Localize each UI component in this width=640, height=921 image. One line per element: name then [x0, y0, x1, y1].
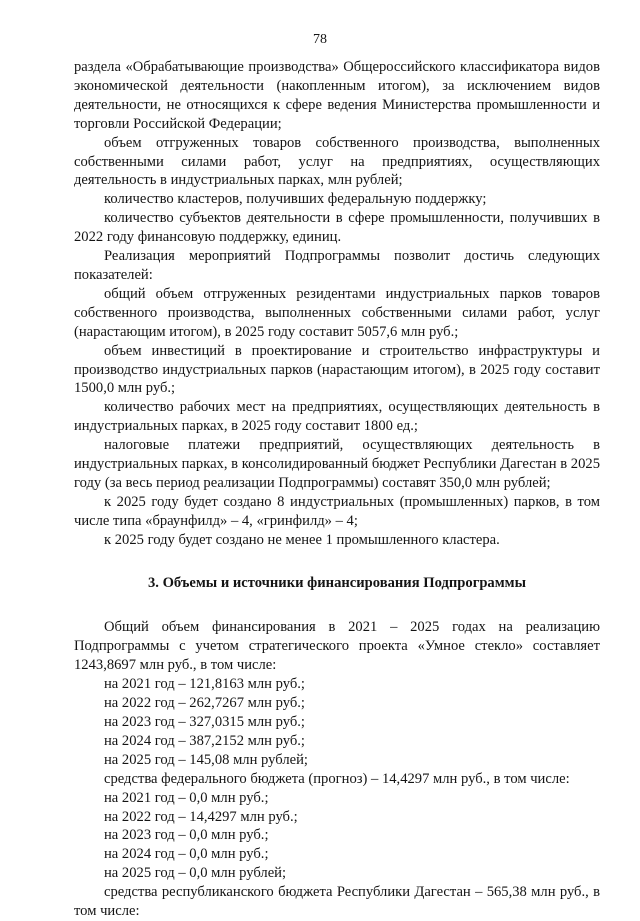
- federal-intro: средства федерального бюджета (прогноз) – 14,4297 млн руб., в том числе:: [104, 770, 570, 787]
- page-number: 78: [313, 32, 327, 47]
- paragraph: к 2025 году будет создано не менее 1 промышленного кластера.: [104, 531, 500, 548]
- paragraph: количество рабочих мест на предприятиях, осуществляющих деятельность в индустриальных парках, в 2025 году составит 1800 ед.;: [74, 399, 600, 435]
- list-item: на 2023 год – 0,0 млн руб.;: [104, 827, 269, 844]
- list-item: на 2024 год – 0,0 млн руб.;: [104, 846, 269, 863]
- paragraph: объем инвестиций в проектирование и строительство инфраструктуры и производство индустриальных парков (нарастающим итогом), в 2025 году составит 1500,0 млн руб.;: [74, 342, 600, 397]
- paragraph: количество кластеров, получивших федеральную поддержку;: [104, 191, 487, 208]
- list-item: на 2024 год – 387,2152 млн руб.;: [104, 732, 305, 749]
- paragraph: раздела «Обрабатывающие производства» Общероссийского классификатора видов экономической деятельности (накопленным итогом), за исключением видов деятельности, не относящихся к сфере ведения Министерства промышленности и торговли Российской Федерации;: [74, 59, 600, 132]
- paragraph: объем отгруженных товаров собственного производства, выполненных собственными силами работ, услуг на предприятиях, осуществляющих деятельность в индустриальных парках, млн рублей;: [74, 134, 600, 189]
- list-item: на 2023 год – 327,0315 млн руб.;: [104, 714, 305, 730]
- document-body: [74, 58, 600, 921]
- list-item: на 2022 год – 14,4297 млн руб.;: [104, 808, 298, 825]
- list-item: на 2021 год – 121,8163 млн руб.;: [104, 676, 305, 693]
- paragraph: налоговые платежи предприятий, осуществляющих деятельность в индустриальных парках, в консолидированный бюджет Республики Дагестан в 2025 году (за весь период реализации Подпрограммы) составят 350,0 млн рублей;: [74, 437, 600, 491]
- regional-intro: средства республиканского бюджета Республики Дагестан – 565,38 млн руб., в том числе:: [74, 884, 600, 920]
- paragraph: общий объем отгруженных резидентами индустриальных парков товаров собственного производства, выполненных собственными силами работ, услуг (нарастающим итогом), в 2025 году составит 5057,6 млн руб.;: [74, 285, 600, 340]
- list-item: на 2025 год – 0,0 млн рублей;: [104, 865, 287, 882]
- paragraph: количество субъектов деятельности в сфере промышленности, получивших в 2022 году финансовую поддержку, единиц.: [74, 210, 600, 246]
- paragraph: к 2025 году будет создано 8 индустриальных (промышленных) парков, в том числе типа «браунфилд» – 4, «гринфилд» – 4;: [74, 493, 600, 529]
- list-item: на 2022 год – 262,7267 млн руб.;: [104, 695, 305, 712]
- section-heading: 3. Объемы и источники финансирования Подпрограммы: [147, 574, 527, 591]
- financing-intro: Общий объем финансирования в 2021 – 2025 годах на реализацию Подпрограммы с учетом стратегического проекта «Умное стекло» составляет 1243,8697 млн руб., в том числе:: [74, 619, 600, 674]
- list-item: на 2025 год – 145,08 млн рублей;: [104, 751, 308, 768]
- paragraph: Реализация мероприятий Подпрограммы позволит достичь следующих показателей:: [74, 248, 600, 283]
- list-item: на 2021 год – 0,0 млн руб.;: [104, 789, 269, 806]
